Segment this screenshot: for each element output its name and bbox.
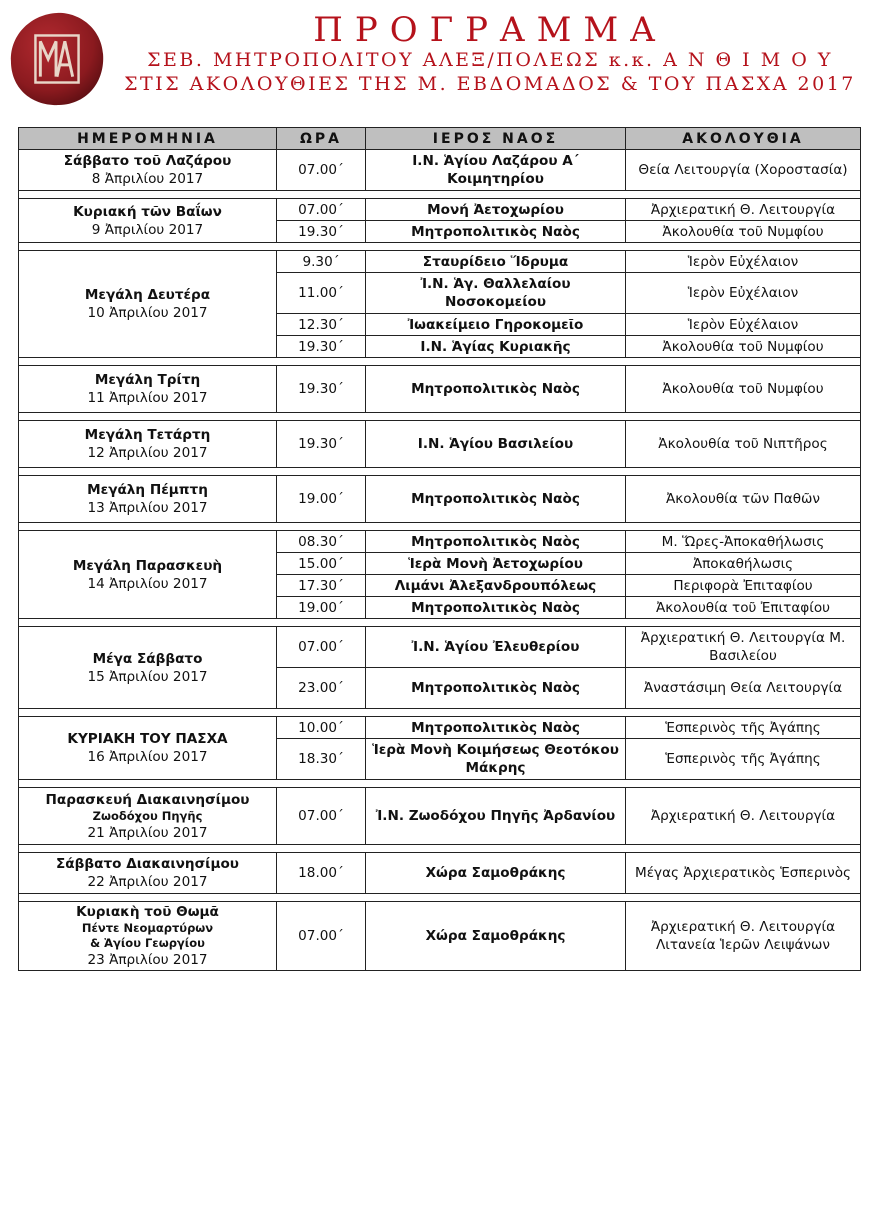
spacer-row xyxy=(19,358,861,366)
service-cell: Ἀκολουθία τῶν Παθῶν xyxy=(626,476,861,523)
spacer-row xyxy=(19,413,861,421)
date-text: 12 Ἀπριλίου 2017 xyxy=(87,445,208,461)
day-feast: & Ἁγίου Γεωργίου xyxy=(90,936,205,950)
time-cell: 12.30΄ xyxy=(277,314,366,336)
header-church: ΙΕΡΟΣ ΝΑΟΣ xyxy=(366,128,626,150)
day-name: Μεγάλη Δευτέρα xyxy=(84,287,211,303)
table-row xyxy=(19,421,861,468)
service-cell: Ἀκολουθία τοῦ Νιπτῆρος xyxy=(626,421,861,468)
service-cell: Μ. Ὥρες-Ἀποκαθήλωσις xyxy=(626,531,861,553)
date-text: 10 Ἀπριλίου 2017 xyxy=(87,305,208,321)
day-name: Σάββατο Διακαινησίμου xyxy=(56,856,239,872)
service-cell: Ἀρχιερατική Θ. Λειτουργία xyxy=(626,199,861,221)
header-time: ΩΡΑ xyxy=(277,128,366,150)
day-feast: Πέντε Νεομαρτύρων xyxy=(81,921,214,935)
day-name: ΚΥΡΙΑΚΗ ΤΟΥ ΠΑΣΧΑ xyxy=(67,731,228,747)
spacer-cell xyxy=(19,413,861,421)
spacer-row xyxy=(19,243,861,251)
date-text: 21 Ἀπριλίου 2017 xyxy=(87,824,208,841)
time-cell: 07.00΄ xyxy=(277,788,366,845)
subtitle-line-1: ΣΕΒ. ΜΗΤΡΟΠΟΛΙΤΟΥ ΑΛΕΞ/ΠΟΛΕΩΣ κ.κ. Α Ν Θ Ι Μ Ο Υ xyxy=(147,49,833,71)
day-name: Κυριακὴ τοῦ Θωμᾶ xyxy=(76,904,219,920)
table-row xyxy=(19,150,861,191)
time-cell: 19.30΄ xyxy=(277,421,366,468)
church-cell: Ἰωακείμειο Γηροκομεῖο xyxy=(366,314,626,336)
schedule-table xyxy=(18,127,861,971)
church-cell: Σταυρίδειο Ἵδρυμα xyxy=(366,251,626,273)
spacer-cell xyxy=(19,523,861,531)
spacer-cell xyxy=(19,709,861,717)
church-cell: Μονή Ἀετοχωρίου xyxy=(366,199,626,221)
day-name: Μεγάλη Πέμπτη xyxy=(87,482,208,498)
table-row xyxy=(19,251,861,273)
time-cell: 07.00΄ xyxy=(277,150,366,191)
spacer-cell xyxy=(19,468,861,476)
spacer-cell xyxy=(19,894,861,902)
spacer-cell xyxy=(19,243,861,251)
spacer-row xyxy=(19,191,861,199)
table-row xyxy=(19,627,861,668)
time-cell: 07.00΄ xyxy=(277,902,366,971)
time-cell: 08.30΄ xyxy=(277,531,366,553)
church-cell: Ἰ.Ν. Ζωοδόχου Πηγῆς Ἀρδανίου xyxy=(366,788,626,845)
spacer-cell xyxy=(19,358,861,366)
church-cell: Μητροπολιτικὸς Ναὸς xyxy=(366,597,626,619)
service-cell: Ἀρχιερατική Θ. Λειτουργία Μ. Βασιλείου xyxy=(626,627,861,668)
service-cell: Ἱερὸν Εὐχέλαιον xyxy=(626,273,861,314)
time-cell: 18.00΄ xyxy=(277,853,366,894)
date-text: 11 Ἀπριλίου 2017 xyxy=(87,390,208,406)
date-cell xyxy=(19,902,277,971)
day-name: Μεγάλη Τρίτη xyxy=(94,372,201,388)
date-text: 16 Ἀπριλίου 2017 xyxy=(87,749,208,765)
subtitle-line-2: ΣΤΙΣ ΑΚΟΛΟΥΘΙΕΣ ΤΗΣ Μ. ΕΒΔΟΜΑΔΟΣ & ΤΟΥ ΠΑΣΧΑ 2017 xyxy=(124,73,856,95)
schedule-body xyxy=(19,150,861,971)
date-text: 23 Ἀπριλίου 2017 xyxy=(87,952,208,968)
header-service: ΑΚΟΛΟΥΘΙΑ xyxy=(626,128,861,150)
date-cell xyxy=(19,476,277,523)
spacer-row xyxy=(19,523,861,531)
day-name: Σάββατο τοῦ Λαζάρου xyxy=(63,153,232,169)
church-cell: Μητροπολιτικὸς Ναὸς xyxy=(366,366,626,413)
date-cell xyxy=(19,199,277,243)
day-name: Μεγάλη Παρασκευὴ xyxy=(72,557,223,574)
time-cell: 19.30΄ xyxy=(277,221,366,243)
service-cell: Ἀποκαθήλωσις xyxy=(626,553,861,575)
church-cell: Ι.Ν. Ἁγίου Βασιλείου xyxy=(366,421,626,468)
date-cell xyxy=(19,366,277,413)
date-text: 14 Ἀπριλίου 2017 xyxy=(87,575,208,592)
church-cell: Ἱερὰ Μονὴ Ἀετοχωρίου xyxy=(366,553,626,575)
table-row xyxy=(19,531,861,553)
page-header xyxy=(0,0,880,115)
spacer-cell xyxy=(19,619,861,627)
metropolis-seal-logo xyxy=(8,10,106,108)
spacer-cell xyxy=(19,780,861,788)
date-cell xyxy=(19,150,277,191)
spacer-row xyxy=(19,709,861,717)
date-cell xyxy=(19,717,277,780)
time-cell: 07.00΄ xyxy=(277,627,366,668)
church-cell: Ἰ.Ν. Ἁγίου Ἐλευθερίου xyxy=(366,627,626,668)
time-cell: 19.00΄ xyxy=(277,476,366,523)
time-cell: 11.00΄ xyxy=(277,273,366,314)
service-cell: Ἀκολουθία τοῦ Ἐπιταφίου xyxy=(626,597,861,619)
time-cell: 9.30΄ xyxy=(277,251,366,273)
day-feast: Ζωοδόχου Πηγῆς xyxy=(92,808,203,823)
day-name: Κυριακή τῶν Βαΐων xyxy=(73,203,222,220)
date-cell xyxy=(19,788,277,845)
day-name: Παρασκευή Διακαινησίμου xyxy=(45,791,250,808)
spacer-row xyxy=(19,619,861,627)
table-row xyxy=(19,788,861,845)
spacer-row xyxy=(19,845,861,853)
date-text: 15 Ἀπριλίου 2017 xyxy=(87,668,208,685)
table-row xyxy=(19,199,861,221)
date-text: 13 Ἀπριλίου 2017 xyxy=(87,500,208,516)
time-cell: 19.00΄ xyxy=(277,597,366,619)
service-cell: Ἱερὸν Εὐχέλαιον xyxy=(626,251,861,273)
church-cell: Ἰ.Ν. Ἁγ. Θαλλελαίου Νοσοκομείου xyxy=(366,273,626,314)
date-cell xyxy=(19,251,277,358)
date-text: 8 Ἀπριλίου 2017 xyxy=(91,171,204,187)
service-cell: Ἀναστάσιμη Θεία Λειτουργία xyxy=(626,668,861,709)
table-row xyxy=(19,476,861,523)
church-cell: Χώρα Σαμοθράκης xyxy=(366,902,626,971)
service-cell: Ἀρχιερατική Θ. Λειτουργία xyxy=(626,788,861,845)
service-cell: Μέγας Ἀρχιερατικὸς Ἑσπερινὸς xyxy=(626,853,861,894)
page-title: ΠΡΟΓΡΑΜΜΑ xyxy=(313,10,667,50)
service-cell: Ἀκολουθία τοῦ Νυμφίου xyxy=(626,366,861,413)
time-cell: 15.00΄ xyxy=(277,553,366,575)
church-cell: Μητροπολιτικὸς Ναὸς xyxy=(366,717,626,739)
date-cell xyxy=(19,627,277,709)
header-date: ΗΜΕΡΟΜΗΝΙΑ xyxy=(19,128,277,150)
time-cell: 18.30΄ xyxy=(277,739,366,780)
table-row xyxy=(19,902,861,971)
time-cell: 23.00΄ xyxy=(277,668,366,709)
table-header-row xyxy=(19,128,861,150)
date-text: 22 Ἀπριλίου 2017 xyxy=(87,874,208,890)
church-cell: Μητροπολιτικὸς Ναὸς xyxy=(366,476,626,523)
date-text: 9 Ἀπριλίου 2017 xyxy=(91,221,204,238)
date-cell xyxy=(19,421,277,468)
church-cell: Μητροπολιτικὸς Ναὸς xyxy=(366,221,626,243)
day-name: Μέγα Σάββατο xyxy=(92,650,203,667)
church-cell: Ι.Ν. Ἁγίου Λαζάρου Α΄ Κοιμητηρίου xyxy=(366,150,626,191)
church-cell: Χώρα Σαμοθράκης xyxy=(366,853,626,894)
time-cell: 10.00΄ xyxy=(277,717,366,739)
service-cell: Περιφορὰ Ἐπιταφίου xyxy=(626,575,861,597)
spacer-cell xyxy=(19,845,861,853)
spacer-row xyxy=(19,780,861,788)
service-cell: Ἀκολουθία τοῦ Νυμφίου xyxy=(626,336,861,358)
service-cell: Ἀκολουθία τοῦ Νυμφίου xyxy=(626,221,861,243)
time-cell: 19.30΄ xyxy=(277,366,366,413)
table-row xyxy=(19,717,861,739)
time-cell: 19.30΄ xyxy=(277,336,366,358)
church-cell: Ἱερὰ Μονὴ Κοιμήσεως Θεοτόκου Μάκρης xyxy=(366,739,626,780)
church-cell: Μητροπολιτικὸς Ναὸς xyxy=(366,668,626,709)
church-cell: Ι.Ν. Ἁγίας Κυριακῆς xyxy=(366,336,626,358)
table-row xyxy=(19,853,861,894)
service-cell: Ἑσπερινὸς τῆς Ἀγάπης xyxy=(626,717,861,739)
service-cell: Ἑσπερινὸς τῆς Ἀγάπης xyxy=(626,739,861,780)
time-cell: 17.30΄ xyxy=(277,575,366,597)
title-block xyxy=(110,12,870,96)
service-cell: Ἱερὸν Εὐχέλαιον xyxy=(626,314,861,336)
spacer-row xyxy=(19,894,861,902)
table-row xyxy=(19,366,861,413)
church-cell: Μητροπολιτικὸς Ναὸς xyxy=(366,531,626,553)
day-name: Μεγάλη Τετάρτη xyxy=(84,427,211,443)
date-cell xyxy=(19,853,277,894)
time-cell: 07.00΄ xyxy=(277,199,366,221)
spacer-cell xyxy=(19,191,861,199)
service-cell: Θεία Λειτουργία (Χοροστασία) xyxy=(626,150,861,191)
spacer-row xyxy=(19,468,861,476)
service-cell: Ἀρχιερατική Θ. Λειτουργία Λιτανεία Ἱερῶν Λειψάνων xyxy=(626,902,861,971)
church-cell: Λιμάνι Ἀλεξανδρουπόλεως xyxy=(366,575,626,597)
date-cell xyxy=(19,531,277,619)
